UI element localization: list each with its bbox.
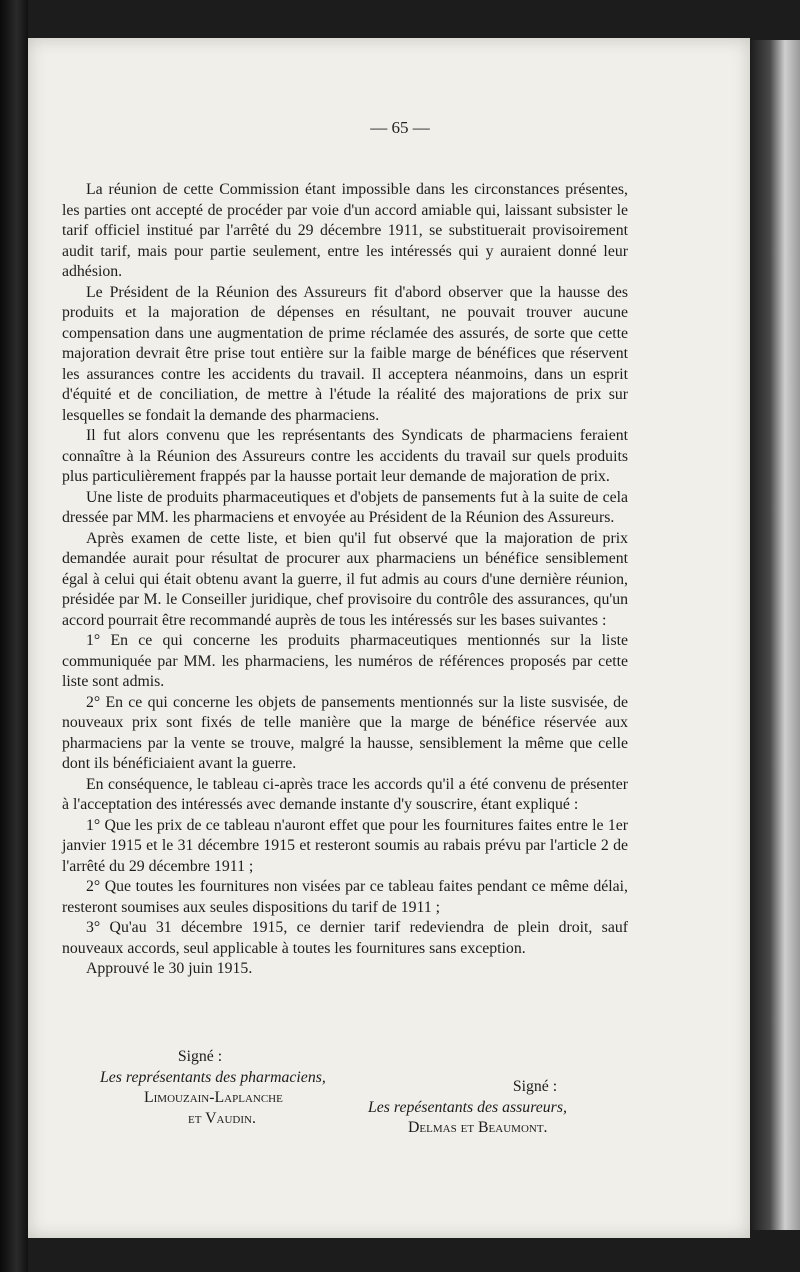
paragraph: Il fut alors convenu que les représentants des Syndicats de pharmaciens feraient connaître à la Réunion des Assureurs contre les accidents du travail sur quels produits plus particulièrement frappés par la hausse portait leur demande de majoration de prix.	[62, 427, 628, 485]
signature-role: Les repésentants des assureurs,	[368, 1098, 567, 1116]
signature-insurers	[360, 1077, 635, 1139]
page-number: — 65 —	[370, 118, 430, 137]
body-text	[62, 180, 628, 980]
signed-label: Signé :	[512, 1078, 558, 1095]
signature-name: Limouzain-Laplanche	[144, 1089, 283, 1106]
paragraph: Après examen de cette liste, et bien qu'il fut observé que la majoration de prix demandée aurait pour résultat de procurer aux pharmaciens un bénéfice sensiblement égal à celui qui était obtenu avant la guerre, il fut admis au cours d'une dernière réunion, présidée par M. le Conseiller juridique, chef provisoire du contrôle des assurances, qu'un accord pourrait être recommandé auprès de tous les intéressés sur les bases suivantes :	[62, 529, 628, 629]
approval-date: Approuvé le 30 juin 1915.	[86, 960, 253, 977]
paragraph: 1° En ce qui concerne les produits pharmaceutiques mentionnés sur la liste communiquée par MM. les pharmaciens, les numéros de références proposés par cette liste sont admis.	[62, 632, 628, 690]
signature-pharmacists	[100, 1047, 390, 1129]
paragraph: 3° Qu'au 31 décembre 1915, ce dernier tarif redeviendra de plein droit, sauf nouveaux accords, seul applicable à toutes les fournitures sans exception.	[62, 919, 628, 957]
paragraph: La réunion de cette Commission étant impossible dans les circonstances présentes, les parties ont accepté de procéder par voie d'un accord amiable qui, laissant subsister le tarif officiel institué par l'arrêté du 29 décembre 1911, se substituerait provisoirement audit tarif, mais pour partie seulement, entre les intéressés qui y auraient donné leur adhésion.	[62, 181, 628, 280]
paragraph: 2° En ce qui concerne les objets de pansements mentionnés sur la liste susvisée, de nouveaux prix sont fixés de telle manière que la marge de bénéfice réservée aux pharmaciens par la vente se trouve, malgré la hausse, sensiblement la même que celle dont ils bénéficiaient avant la guerre.	[62, 693, 628, 772]
paragraph: Une liste de produits pharmaceutiques et d'objets de pansements fut à la suite de cela dressée par MM. les pharmaciens et envoyée au Président de la Réunion des Assureurs.	[62, 488, 628, 526]
page-edge	[750, 40, 800, 1230]
paragraph: 1° Que les prix de ce tableau n'auront effet que pour les fournitures faites entre le 1er janvier 1915 et le 31 décembre 1915 et resteront soumis au rabais prévu par l'article 2 de l'arrêté du 29 décembre 1911 ;	[62, 816, 628, 875]
book-binding	[0, 0, 28, 1272]
paragraph: Le Président de la Réunion des Assureurs fit d'abord observer que la hausse des produits et la majoration de dépenses en résultant, ne pouvait trouver aucune compensation dans une augmentation de prime réclamée des assurés, de sorte que cette majoration devrait être prise tout entière sur la faible marge de bénéfices que réservent les assurances contre les accidents du travail. Il acceptera néanmoins, dans un esprit d'équité et de conciliation, de mettre à l'étude la réalité des majorations de prix sur lesquelles se fondait la demande des pharmaciens.	[62, 283, 628, 424]
signature-names: Delmas et Beaumont.	[408, 1119, 548, 1136]
paragraph: 2° Que toutes les fournitures non visées par ce tableau faites pendant ce même délai, resteront soumises aux seules dispositions du tarif de 1911 ;	[62, 878, 628, 916]
signature-role: Les représentants des pharmaciens,	[100, 1068, 326, 1086]
paragraph: En conséquence, le tableau ci-après trace les accords qu'il a été convenu de présenter à l'acceptation des intéressés avec demande instante d'y souscrire, étant expliqué :	[62, 775, 628, 813]
signature-name: et Vaudin.	[188, 1109, 256, 1127]
signed-label: Signé :	[177, 1048, 223, 1065]
